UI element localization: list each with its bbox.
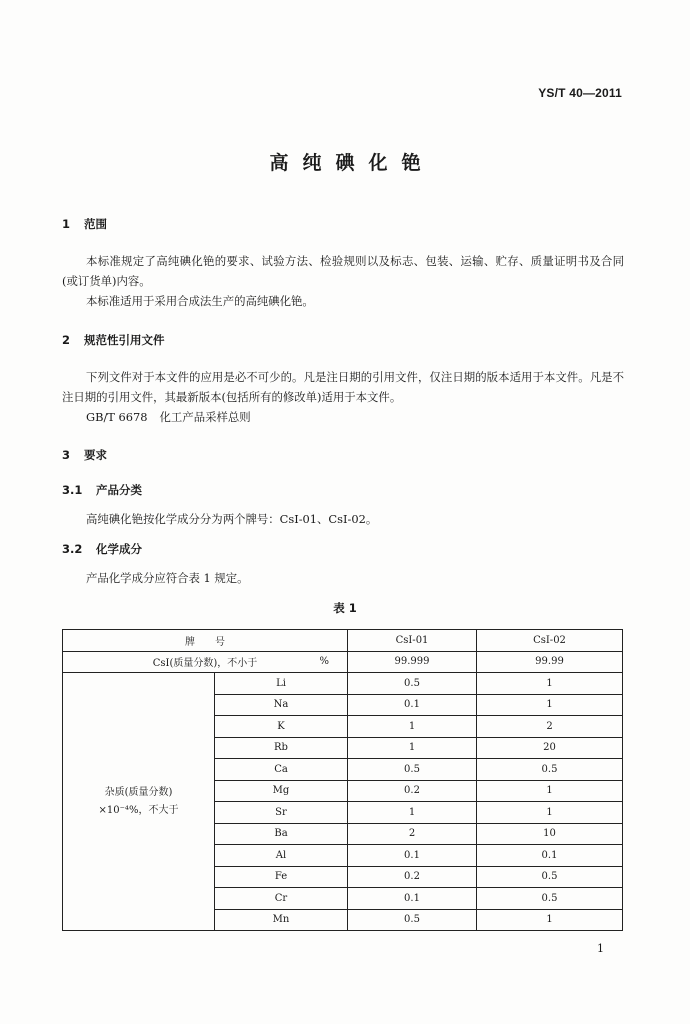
- impurity-value-01: 0.5: [348, 673, 477, 695]
- impurity-value-02: 1: [477, 694, 623, 716]
- impurity-label: [63, 673, 215, 931]
- section-title: 产品分类: [96, 483, 142, 497]
- table-header-row: [63, 630, 623, 652]
- section-number: 3.1: [62, 483, 83, 497]
- impurity-element: Al: [215, 845, 348, 867]
- impurity-element: K: [215, 716, 348, 738]
- impurity-label-line-2: ×10⁻⁴%，不大于: [98, 804, 179, 816]
- impurity-value-01: 0.2: [348, 780, 477, 802]
- section-3-1-paragraph: 高纯碘化铯按化学成分分为两个牌号：CsI-01、CsI-02。: [86, 512, 378, 526]
- impurity-element: Na: [215, 694, 348, 716]
- impurity-element: Sr: [215, 802, 348, 824]
- section-number: 3.2: [62, 542, 83, 556]
- section-title: 范围: [84, 217, 107, 231]
- chemical-composition-table: [62, 629, 623, 931]
- impurity-value-01: 1: [348, 737, 477, 759]
- section-3-heading: [62, 447, 107, 463]
- standard-number: YS/T 40—2011: [538, 86, 622, 100]
- impurity-element: Mg: [215, 780, 348, 802]
- csi-label-text: CsI(质量分数)，不小于: [152, 658, 258, 670]
- section-3-2-paragraph: 产品化学成分应符合表 1 规定。: [86, 571, 249, 585]
- impurity-element: Fe: [215, 866, 348, 888]
- impurity-label-line-1: 杂质(质量分数): [104, 786, 173, 798]
- impurity-value-02: 1: [477, 780, 623, 802]
- section-title: 要求: [84, 448, 107, 462]
- csi-value-02: 99.99: [477, 651, 623, 673]
- section-number: 1: [62, 217, 71, 231]
- table-caption: 表 1: [333, 601, 357, 615]
- impurity-element: Li: [215, 673, 348, 695]
- impurity-value-02: 0.5: [477, 759, 623, 781]
- impurity-element: Cr: [215, 888, 348, 910]
- csi-value-01: 99.999: [348, 651, 477, 673]
- impurity-element: Mn: [215, 909, 348, 931]
- section-2-heading: [62, 332, 165, 348]
- impurity-value-01: 2: [348, 823, 477, 845]
- section-1-paragraph-2: 本标准适用于采用合成法生产的高纯碘化铯。: [86, 294, 314, 308]
- csi-unit: %: [319, 655, 329, 667]
- document-title: 高纯碘化铯: [269, 152, 435, 174]
- impurity-value-01: 0.5: [348, 909, 477, 931]
- impurity-value-02: 1: [477, 673, 623, 695]
- impurity-value-02: 0.5: [477, 888, 623, 910]
- csi-content-label: [63, 651, 348, 673]
- section-2-paragraph: 下列文件对于本文件的应用是必不可少的。凡是注日期的引用文件，仅注日期的版本适用于本文件。凡是不注日期的引用文件，其最新版本(包括所有的修改单)适用于本文件。: [62, 370, 624, 404]
- impurity-value-01: 0.2: [348, 866, 477, 888]
- impurity-value-02: 20: [477, 737, 623, 759]
- impurity-value-02: 1: [477, 802, 623, 824]
- grade-header: 牌 号: [63, 630, 348, 652]
- section-number: 2: [62, 333, 71, 347]
- reference-code: GB/T 6678: [86, 410, 148, 424]
- csi-content-row: [63, 651, 623, 673]
- impurity-element: Ca: [215, 759, 348, 781]
- section-title: 化学成分: [96, 542, 142, 556]
- section-1-paragraph-1: 本标准规定了高纯碘化铯的要求、试验方法、检验规则以及标志、包装、运输、贮存、质量证明书及合同(或订货单)内容。: [62, 254, 624, 288]
- section-1-heading: [62, 216, 107, 232]
- page-number: 1: [597, 942, 604, 955]
- impurity-value-01: 0.5: [348, 759, 477, 781]
- impurity-value-01: 0.1: [348, 845, 477, 867]
- section-number: 3: [62, 448, 71, 462]
- impurity-value-01: 0.1: [348, 694, 477, 716]
- impurity-value-01: 1: [348, 716, 477, 738]
- impurity-element: Ba: [215, 823, 348, 845]
- reference-title: 化工产品采样总则: [159, 410, 251, 424]
- impurity-value-01: 0.1: [348, 888, 477, 910]
- impurity-value-02: 0.1: [477, 845, 623, 867]
- impurity-value-02: 2: [477, 716, 623, 738]
- grade-csi-02-header: CsI-02: [477, 630, 623, 652]
- section-title: 规范性引用文件: [84, 333, 165, 347]
- normative-reference: [86, 409, 251, 425]
- impurity-element: Rb: [215, 737, 348, 759]
- table-row: [63, 673, 623, 695]
- impurity-value-02: 10: [477, 823, 623, 845]
- grade-csi-01-header: CsI-01: [348, 630, 477, 652]
- impurity-value-01: 1: [348, 802, 477, 824]
- impurity-value-02: 0.5: [477, 866, 623, 888]
- impurity-value-02: 1: [477, 909, 623, 931]
- section-3-2-heading: [62, 541, 142, 557]
- section-3-1-heading: [62, 482, 142, 498]
